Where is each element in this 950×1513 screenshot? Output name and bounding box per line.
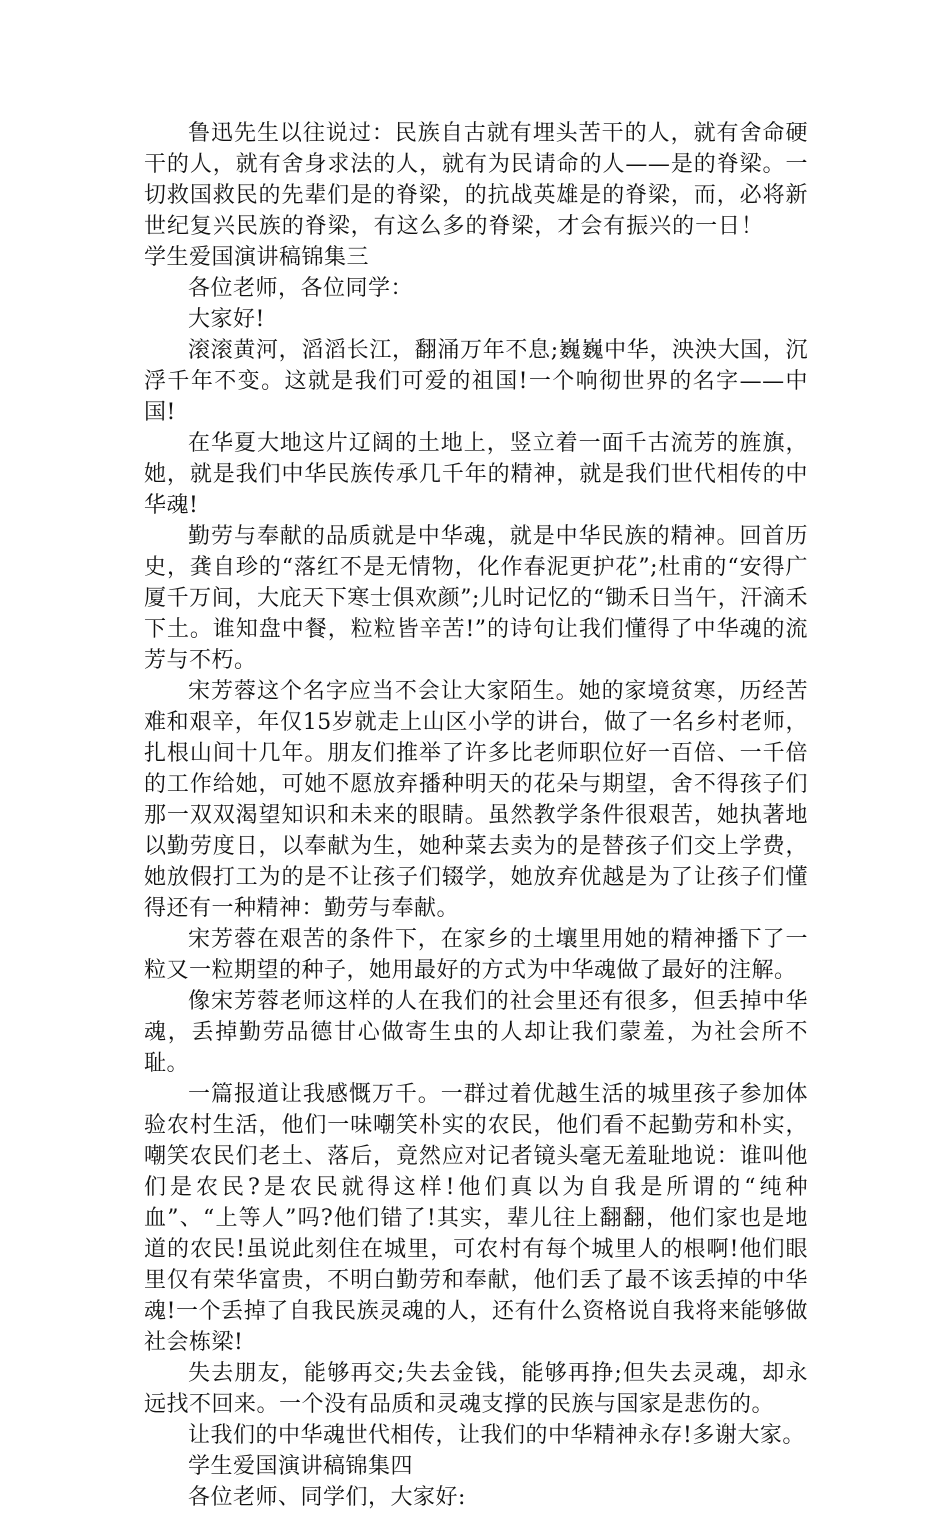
paragraph: 让我们的中华魂世代相传，让我们的中华精神永存!多谢大家。 — [188, 1423, 805, 1448]
paragraph: 宋芳蓉这个名字应当不会让大家陌生。她的家境贫寒，历经苦难和艰辛，年仅15岁就走上山区小学的讲台，做了一名乡村老师，扎根山间十几年。朋友们推举了许多比老师职位好一百倍、一千倍的工作给她，可她不愿放弃播种明天的花朵与期望，舍不得孩子们那一双双渴望知识和未来的眼睛。虽然教学条件很艰苦，她执著地以勤劳度日，以奉献为生，她种菜去卖为的是替孩子们交上学费，她放假打工为的是不让孩子们辍学，她放弃优越是为了让孩子们懂得还有一种精神：勤劳与奉献。 — [144, 679, 808, 921]
salutation: 各位老师、同学们，大家好: — [188, 1485, 466, 1510]
paragraph: 宋芳蓉在艰苦的条件下，在家乡的土壤里用她的精神播下了一粒又一粒期望的种子，她用最好的方式为中华魂做了最好的注解。 — [144, 927, 808, 983]
paragraph: 滚滚黄河，滔滔长江，翻涌万年不息;巍巍中华，泱泱大国，沉浮千年不变。这就是我们可爱的祖国!一个响彻世界的名字——中国! — [144, 338, 808, 425]
paragraph: 像宋芳蓉老师这样的人在我们的社会里还有很多，但丢掉中华魂，丢掉勤劳品德甘心做寄生虫的人却让我们蒙羞，为社会所不耻。 — [144, 989, 808, 1076]
paragraph-text: 鲁迅先生以往说过：民族自古就有埋头苦干的人，就有舍命硬干的人，就有舍身求法的人，就有为民请命的人——是的脊梁。一切救国救民的先辈们是的脊梁，的抗战英雄是的脊梁，而，必将新世纪复兴民族的脊梁，有这么多的脊梁，才会有振兴的一日！ — [144, 121, 808, 239]
paragraph: 勤劳与奉献的品质就是中华魂，就是中华民族的精神。回首历史，龚自珍的“落红不是无情物，化作春泥更护花”;杜甫的“安得广厦千万间，大庇天下寒士俱欢颜”;儿时记忆的“锄禾日当午，汗滴禾下土。谁知盘中餐，粒粒皆辛苦!”的诗句让我们懂得了中华魂的流芳与不朽。 — [144, 524, 808, 673]
salutation: 各位老师，各位同学： — [188, 276, 414, 301]
paragraph: 在华夏大地这片辽阔的土地上，竖立着一面千古流芳的旌旗，她，就是我们中华民族传承几千年的精神，就是我们世代相传的中华魂! — [144, 431, 808, 518]
paragraph: 一篇报道让我感慨万千。一群过着优越生活的城里孩子参加体验农村生活，他们一味嘲笑朴实的农民，他们看不起勤劳和朴实，嘲笑农民们老土、落后，竟然应对记者镜头毫无羞耻地说：谁叫他们是农民?是农民就得这样!他们真以为自我是所谓的“纯种血”、“上等人”吗?他们错了!其实，辈儿往上翻翻，他们家也是地道的农民!虽说此刻住在城里，可农村有每个城里人的根啊!他们眼里仅有荣华富贵，不明白勤劳和奉献，他们丢了最不该丢掉的中华魂!一个丢掉了自我民族灵魂的人，还有什么资格说自我将来能够做社会栋梁! — [144, 1082, 808, 1355]
document-body — [144, 118, 808, 1513]
greeting: 大家好! — [188, 307, 265, 332]
paragraph — [144, 118, 808, 273]
section-heading: 学生爱国演讲稿锦集三 — [144, 245, 370, 270]
paragraph: 失去朋友，能够再交;失去金钱，能够再挣;但失去灵魂，却永远找不回来。一个没有品质和灵魂支撑的民族与国家是悲伤的。 — [144, 1361, 808, 1417]
section-heading: 学生爱国演讲稿锦集四 — [188, 1454, 414, 1479]
